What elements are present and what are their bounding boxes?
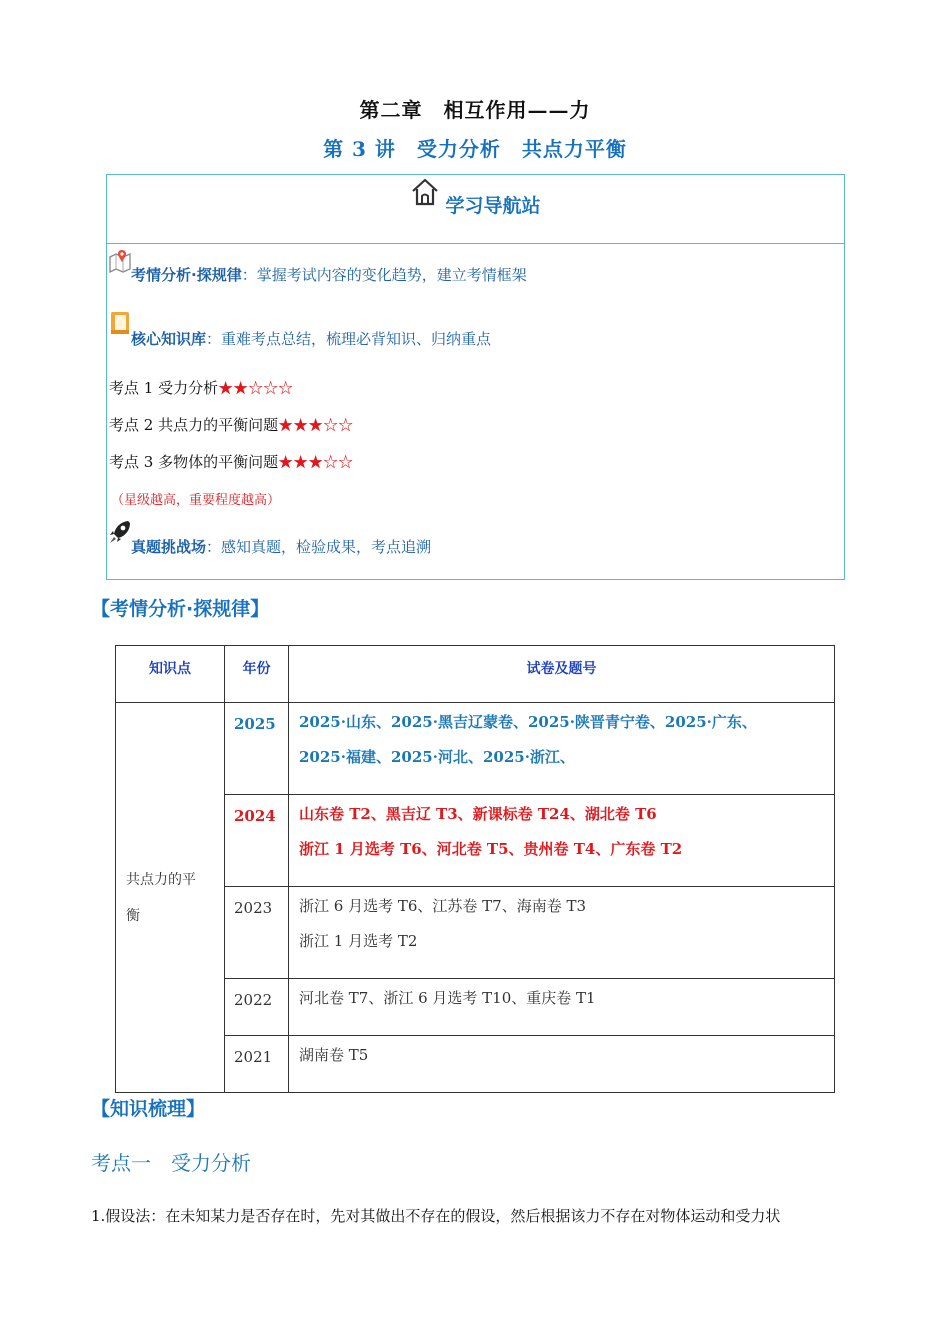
book-icon <box>110 311 130 335</box>
section-analysis-heading: 【考情分析·探规律】 <box>91 598 270 620</box>
lecture-title: 第 3 讲 受力分析 共点力平衡 <box>323 137 627 161</box>
map-pin-icon <box>108 249 132 273</box>
star-note: （星级越高，重要程度越高） <box>111 493 281 508</box>
year-cell: 2023 <box>225 887 289 979</box>
year-cell: 2024 <box>225 795 289 887</box>
papers-cell: 浙江 6 月选考 T6、江苏卷 T7、海南卷 T3 浙江 1 月选考 T2 <box>289 887 835 979</box>
topic-cell: 共点力的平 衡 <box>116 703 225 1093</box>
kaodian-one-heading: 考点一 受力分析 <box>91 1151 251 1175</box>
nav-header <box>107 175 844 244</box>
chapter-title: 第二章 相互作用——力 <box>359 98 591 122</box>
nav-line-knowledge: 核心知识库：重难考点总结，梳理必背知识、归纳重点 <box>131 330 492 348</box>
section-knowledge-heading: 【知识梳理】 <box>91 1098 206 1120</box>
nav-title: 学习导航站 <box>445 194 541 217</box>
kaodian-1: 考点 1 受力分析★★☆☆☆ <box>109 379 294 397</box>
papers-cell: 山东卷 T2、黑吉辽 T3、新课标卷 T24、湖北卷 T6 浙江 1 月选考 T6、河北卷 T5、贵州卷 T4、广东卷 T2 <box>289 795 835 887</box>
kaodian-2: 考点 2 共点力的平衡问题★★★☆☆ <box>109 416 354 434</box>
exam-table <box>115 645 835 1093</box>
study-navigation-box <box>106 174 845 580</box>
papers-cell: 2025·山东、2025·黑吉辽蒙卷、2025·陕晋青宁卷、2025·广东、 2025·福建、2025·河北、2025·浙江、 <box>289 703 835 795</box>
year-cell: 2022 <box>225 979 289 1036</box>
nav-line-analysis: 考情分析·探规律：掌握考试内容的变化趋势，建立考情框架 <box>131 266 527 284</box>
rocket-icon <box>108 519 132 545</box>
year-cell: 2025 <box>225 703 289 795</box>
header-papers: 试卷及题号 <box>289 646 835 703</box>
home-icon <box>410 177 440 207</box>
table-header-row <box>116 646 835 703</box>
papers-cell: 河北卷 T7、浙江 6 月选考 T10、重庆卷 T1 <box>289 979 835 1036</box>
kaodian-one-paragraph: 1.假设法：在未知某力是否存在时，先对其做出不存在的假设，然后根据该力不存在对物体运动和受力状 <box>91 1207 781 1225</box>
table-row <box>116 703 835 795</box>
year-cell: 2021 <box>225 1036 289 1093</box>
papers-cell: 湖南卷 T5 <box>289 1036 835 1093</box>
kaodian-3: 考点 3 多物体的平衡问题★★★☆☆ <box>109 453 354 471</box>
header-topic: 知识点 <box>116 646 225 703</box>
nav-line-challenge: 真题挑战场：感知真题，检验成果，考点追溯 <box>131 538 432 556</box>
header-year: 年份 <box>225 646 289 703</box>
